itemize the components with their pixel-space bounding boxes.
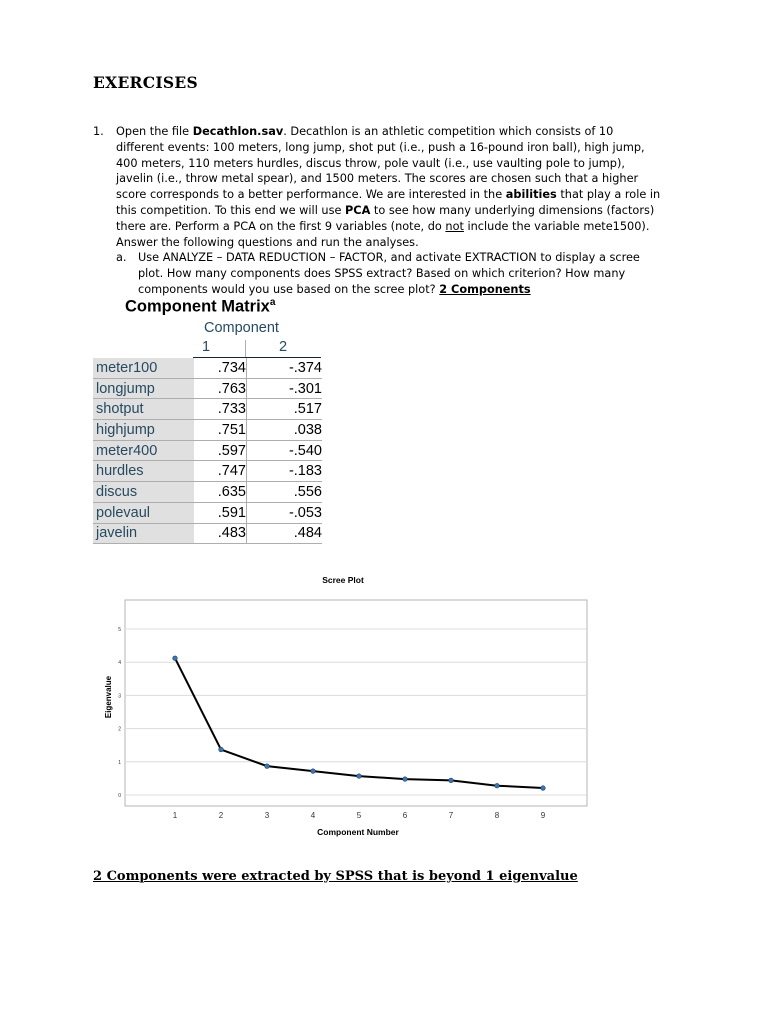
x-tick-label: 4	[310, 811, 316, 820]
eigenvalue-point	[357, 774, 362, 779]
eigenvalue-point	[219, 747, 224, 752]
sub-question-text	[138, 250, 663, 297]
column-divider	[245, 340, 246, 358]
loading-component-2: -.053	[247, 502, 323, 523]
question-number: 1.	[93, 125, 104, 138]
x-axis-label: Component Number	[317, 827, 399, 837]
variable-label: hurdles	[93, 461, 194, 482]
table-row	[93, 502, 322, 523]
component-matrix-footnote-mark: a	[269, 297, 276, 308]
eigenvalue-point	[495, 783, 500, 788]
variable-label: meter400	[93, 440, 194, 461]
x-tick-label: 2	[218, 811, 224, 820]
loading-component-1: .597	[194, 440, 247, 461]
variable-label: highjump	[93, 420, 194, 441]
loading-component-1: .635	[194, 482, 247, 503]
loading-component-2: -.374	[247, 358, 323, 378]
variable-label: polevaul	[93, 502, 194, 523]
x-tick-label: 9	[540, 811, 546, 820]
y-tick-label: 4	[118, 660, 121, 667]
eigenvalue-line	[175, 658, 543, 788]
loading-component-2: -.183	[247, 461, 323, 482]
table-row	[93, 378, 322, 399]
eigenvalue-point	[173, 656, 178, 661]
sub-question-body: Use ANALYZE – DATA REDUCTION – FACTOR, and activate EXTRACTION to display a scree plot. How many components does SPSS extract? Based on which criterion? How many components would you use based on the scree plot?	[138, 251, 640, 296]
component-2-header: 2	[279, 339, 288, 355]
eigenvalue-point	[403, 777, 408, 782]
file-name: Decathlon.sav	[192, 125, 284, 138]
x-tick-label: 6	[402, 811, 408, 820]
question-body	[116, 124, 663, 298]
sub-question-a	[116, 250, 663, 297]
question-text-2: . Decathlon is an athletic competition which consists of 10 different events: 100 meters, long jump, shot put (i.e., push a 16-pound iron ball), high jump, 400 meters, 110 meters hurdles, discus throw, pole vault (i.e., use vaulting pole to jump), javelin (i.e., throw metal spear), and 1500 meters. The scores are chosen such that a higher score corresponds to a better performance. We are interested in the	[116, 125, 645, 202]
component-matrix-table	[93, 358, 322, 544]
not-term: not	[445, 219, 464, 233]
loading-component-2: .484	[247, 523, 323, 544]
loading-component-2: -.540	[247, 440, 323, 461]
x-tick-label: 8	[494, 811, 500, 820]
variable-label: shotput	[93, 399, 194, 420]
table-row	[93, 399, 322, 420]
variable-label: longjump	[93, 378, 194, 399]
loading-component-2: -.301	[247, 378, 323, 399]
loading-component-1: .483	[194, 523, 247, 544]
y-tick-label: 1	[118, 759, 121, 766]
eigenvalue-point	[541, 786, 546, 791]
x-tick-label: 5	[356, 811, 362, 820]
question-text-4: to see how many underlying dimensions (factors) there are. Perform a PCA on the first 9 variables (note, do	[116, 203, 655, 233]
loading-component-1: .591	[194, 502, 247, 523]
component-header: Component	[204, 320, 279, 336]
eigenvalue-point	[449, 778, 454, 783]
table-row	[93, 358, 322, 378]
loading-component-2: .517	[247, 399, 323, 420]
chart-title: Scree Plot	[322, 575, 364, 585]
table-row	[93, 440, 322, 461]
scree-plot	[90, 570, 600, 845]
x-tick-label: 7	[448, 811, 454, 820]
pca-term: PCA	[345, 203, 371, 217]
loading-component-2: .556	[247, 482, 323, 503]
x-tick-label: 1	[172, 811, 178, 820]
question-1	[93, 124, 663, 298]
variable-label: javelin	[93, 523, 194, 544]
x-tick-label: 3	[264, 811, 270, 820]
variable-label: meter100	[93, 358, 194, 378]
sub-question-answer: 2 Components	[439, 282, 531, 296]
abilities-term: abilities	[505, 188, 557, 202]
eigenvalue-point	[265, 764, 270, 769]
loading-component-1: .733	[194, 399, 247, 420]
question-text-3: that play a role in this competition. To this end we will use	[116, 188, 661, 217]
loading-component-1: .751	[194, 420, 247, 441]
y-tick-label: 3	[118, 693, 121, 700]
table-row	[93, 461, 322, 482]
question-text-1: Open the file	[116, 125, 193, 138]
table-row	[93, 523, 322, 544]
table-row	[93, 482, 322, 503]
loading-component-1: .763	[194, 378, 247, 399]
loading-component-1: .734	[194, 358, 247, 378]
conclusion-text: 2 Components were extracted by SPSS that is beyond 1 eigenvalue	[93, 869, 578, 884]
component-1-header: 1	[202, 339, 211, 355]
y-tick-label: 5	[118, 627, 121, 633]
question-text-5: include the variable mete1500). Answer the following questions and run the analyses.	[116, 219, 650, 249]
loading-component-2: .038	[247, 420, 323, 441]
sub-question-letter: a.	[116, 251, 127, 265]
y-tick-label: 2	[118, 726, 121, 733]
variable-label: discus	[93, 482, 194, 503]
table-row	[93, 420, 322, 441]
y-axis-label: Eigenvalue	[104, 675, 113, 719]
y-tick-label: 0	[118, 793, 121, 799]
loading-component-1: .747	[194, 461, 247, 482]
exercises-heading: EXERCISES	[93, 73, 199, 92]
eigenvalue-point	[311, 769, 316, 774]
component-matrix-title-text: Component Matrix	[125, 297, 270, 316]
component-matrix-title	[125, 297, 275, 317]
